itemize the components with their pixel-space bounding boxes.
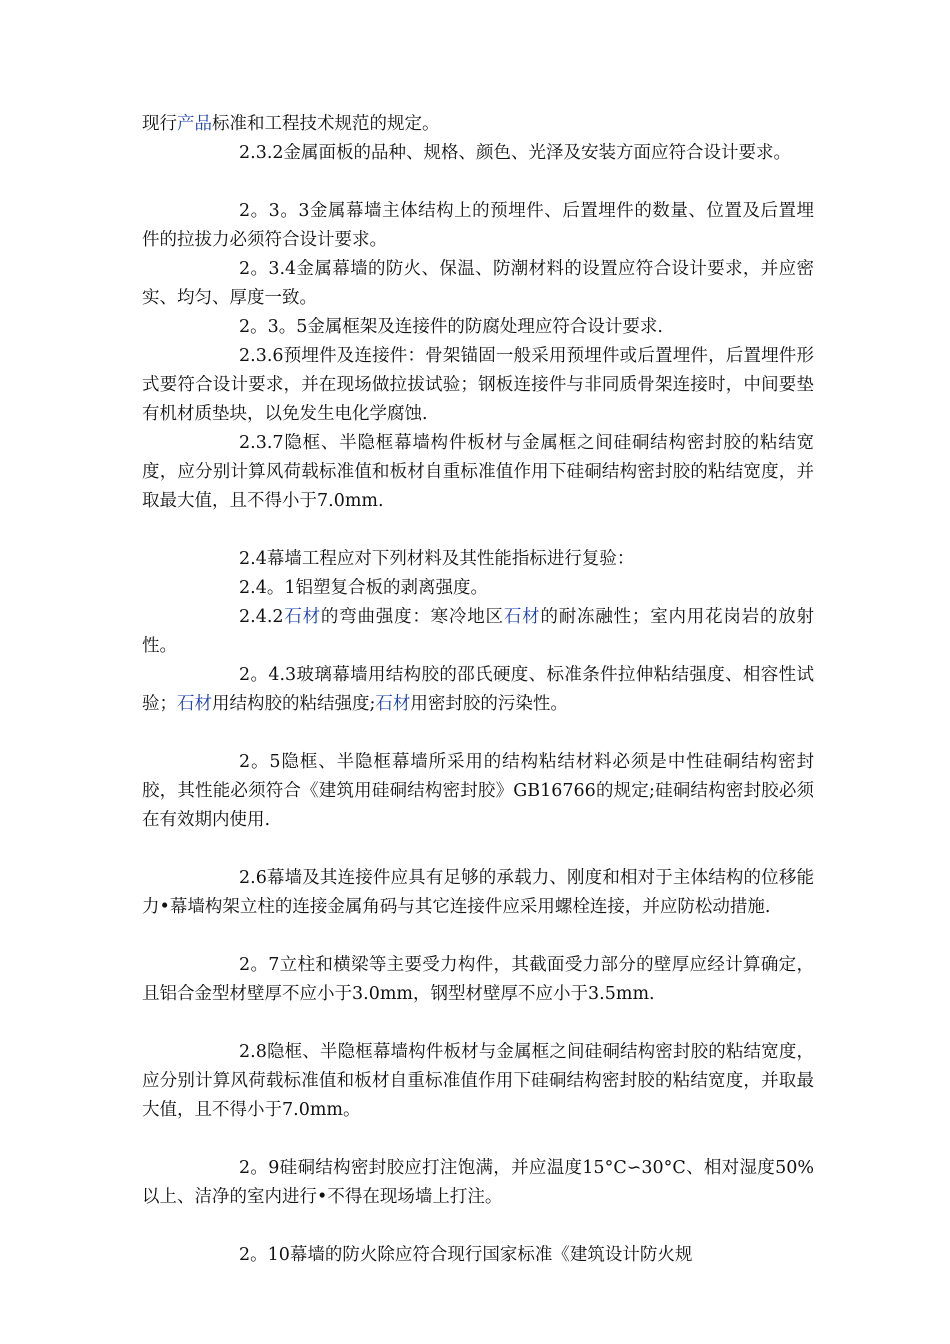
paragraph-2-3-5: 2。3。5金属框架及连接件的防腐处理应符合设计要求.: [239, 317, 663, 337]
document-body: [142, 110, 814, 1270]
paragraph-spacer: [142, 1125, 814, 1154]
stone-link[interactable]: 石材: [283, 607, 321, 627]
paragraph-2-8: 2.8隐框、半隐框幕墙构件板材与金属框之间硅硐结构密封胶的粘结宽度，应分别计算风荷载标准值和板材自重标准值作用下硅硐结构密封胶的粘结宽度，并取最大值，且不得小于7.0mm。: [142, 1042, 814, 1120]
paragraph-2-4: 2.4幕墙工程应对下列材料及其性能指标进行复验：: [239, 549, 635, 569]
paragraph-2-3-6: 2.3.6预埋件及连接件：骨架锚固一般采用预埋件或后置埋件，后置埋件形式要符合设计要求，并在现场做拉拔试验；钢板连接件与非同质骨架连接时，中间要垫有机材质垫块，以免发生电化学腐蚀.: [142, 346, 814, 424]
paragraph-2-3-4: 2。3.4金属幕墙的防火、保温、防潮材料的设置应符合设计要求，并应密实、均匀、厚度一致。: [142, 259, 814, 308]
paragraph-2-6: 2.6幕墙及其连接件应具有足够的承载力、刚度和相对于主体结构的位移能力•幕墙构架立柱的连接金属角码与其它连接件应采用螺栓连接，并应防松动措施.: [142, 868, 814, 917]
paragraph-spacer: [142, 1212, 814, 1241]
text-run: 用结构胶的粘结强度;: [212, 694, 376, 714]
paragraph-2-10: 2。10幕墙的防火除应符合现行国家标准《建筑设计防火规: [239, 1245, 693, 1265]
paragraph-2-4-2: [142, 603, 814, 661]
paragraph-2-7: 2。7立柱和横梁等主要受力构件，其截面受力部分的壁厚应经计算确定，且铝合金型材壁厚不应小于3.0mm，钢型材壁厚不应小于3.5mm.: [142, 955, 814, 1004]
text-run: 现行: [142, 114, 177, 134]
text-run: 的弯曲强度：寒冷地区: [320, 607, 504, 627]
stone-link[interactable]: 石材: [177, 694, 212, 714]
stone-link[interactable]: 石材: [375, 694, 411, 714]
text-run: 用密封胶的污染性。: [410, 694, 568, 714]
paragraph-2-4-1: 2.4。1铝塑复合板的剥离强度。: [239, 578, 488, 598]
paragraph-2-5: 2。5隐框、半隐框幕墙所采用的结构粘结材料必须是中性硅硐结构密封胶，其性能必须符合《建筑用硅硐结构密封胶》GB16766的规定;硅硐结构密封胶必须在有效期内使用.: [142, 752, 814, 830]
text-run: 的耐冻融性；室内用花岗岩的放射性。: [142, 607, 815, 656]
text-run: 标准和工程技术规范的规定。: [212, 114, 440, 134]
product-link[interactable]: 产品: [177, 114, 212, 134]
stone-link[interactable]: 石材: [503, 607, 541, 627]
text-run: 2.4.2: [239, 607, 284, 627]
paragraph-2-3-7: 2.3.7隐框、半隐框幕墙构件板材与金属框之间硅硐结构密封胶的粘结宽度，应分别计算风荷载标准值和板材自重标准值作用下硅硐结构密封胶的粘结宽度，并取最大值，且不得小于7.0mm.: [142, 433, 814, 511]
paragraph-2-3-2: 2.3.2金属面板的品种、规格、颜色、光泽及安装方面应符合设计要求。: [239, 143, 792, 163]
paragraph-spacer: [142, 719, 814, 748]
paragraph-spacer: [142, 835, 814, 864]
paragraph-spacer: [142, 922, 814, 951]
text-run: 2。4.3玻璃幕墙用结构胶的邵氏硬度、标准条件拉伸粘结强度、相容性试验；: [142, 665, 814, 714]
paragraph-spacer: [142, 516, 814, 545]
paragraph-2-9: 2。9硅硐结构密封胶应打注饱满，并应温度15°C∽30°C、相对湿度50%以上、洁净的室内进行•不得在现场墙上打注。: [142, 1158, 814, 1207]
paragraph-spacer: [142, 1009, 814, 1038]
paragraph-2-4-3: [142, 661, 814, 719]
paragraph-spacer: [142, 168, 814, 197]
paragraph-2-3-3: 2。3。3金属幕墙主体结构上的预埋件、后置埋件的数量、位置及后置埋件的拉拔力必须符合设计要求。: [142, 201, 814, 250]
paragraph-intro: [142, 110, 814, 139]
